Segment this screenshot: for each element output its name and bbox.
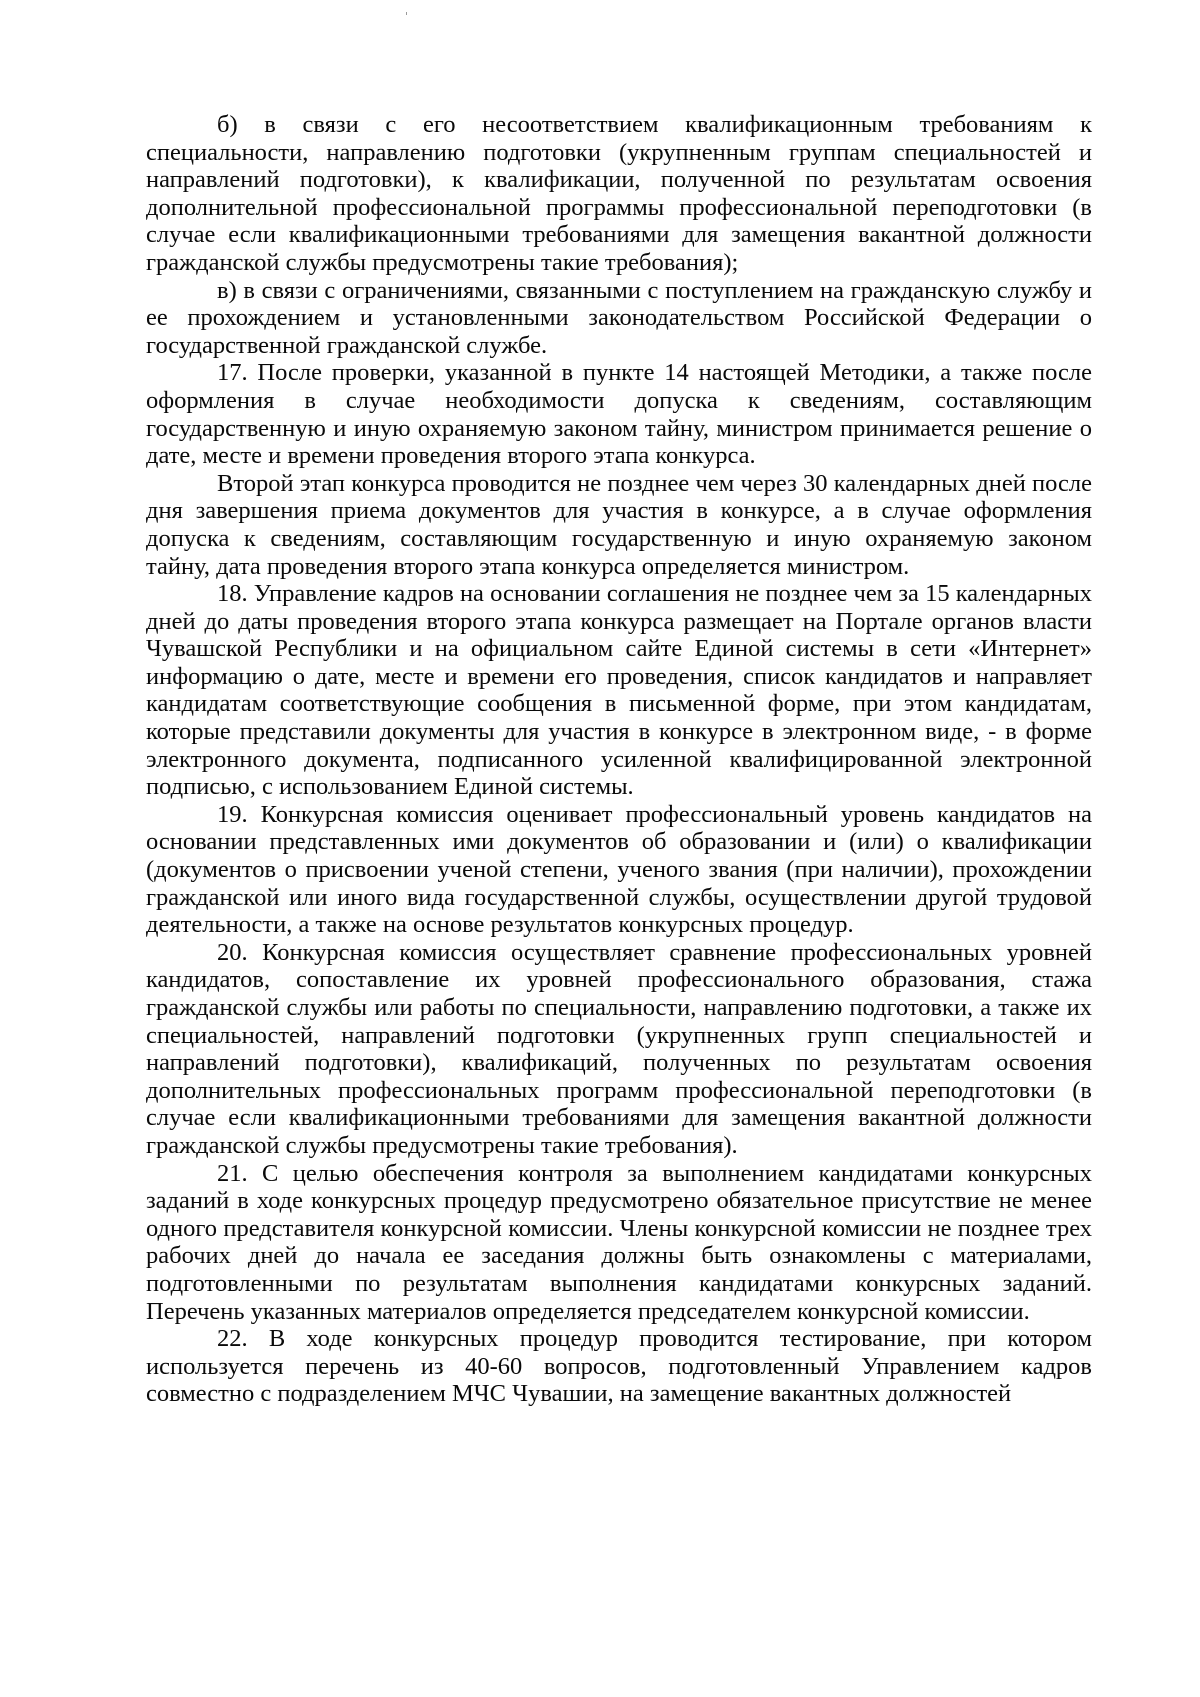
paragraph-17-second-stage-decision: 17. После проверки, указанной в пункте 14 настоящей Методики, а также после оформления в случае необходимости допуска к сведениям, составляющим государственную и иную охраняемую законом тайну, министром принимается решение о дате, месте и времени проведения второго этапа конкурса. <box>146 359 1092 470</box>
scan-artifact-mark <box>406 12 407 15</box>
paragraph-22-testing: 22. В ходе конкурсных процедур проводится тестирование, при котором используется перечень из 40-60 вопросов, подготовленный Управлением кадров совместно с подразделением МЧС Чувашии, на замещение вакантных должностей <box>146 1325 1092 1408</box>
paragraph-v-service-restrictions: в) в связи с ограничениями, связанными с поступлением на гражданскую службу и ее прохождением и установленными законодательством Российской Федерации о государственной гражданской службе. <box>146 276 1092 359</box>
paragraph-19-evaluation: 19. Конкурсная комиссия оценивает профессиональный уровень кандидатов на основании представленных ими документов об образовании и (или) о квалификации (документов о присвоении ученой степени, ученого звания (при наличии), прохождении гражданской или иного вида государственной службы, осуществлении другой трудовой деятельности, а также на основе результатов конкурсных процедур. <box>146 800 1092 939</box>
paragraph-b-qualification-mismatch: б) в связи с его несоответствием квалификационным требованиям к специальности, направлению подготовки (укрупненным группам специальностей и направлений подготовки), к квалификации, полученной по результатам освоения дополнительной профессиональной программы профессиональной переподготовки (в случае если квалификационными требованиями для замещения вакантной должности гражданской службы предусмотрены такие требования); <box>146 111 1092 276</box>
paragraph-21-control: 21. С целью обеспечения контроля за выполнением кандидатами конкурсных заданий в ходе конкурсных процедур предусмотрено обязательное присутствие не менее одного представителя конкурсной комиссии. Члены конкурсной комиссии не позднее трех рабочих дней до начала ее заседания должны быть ознакомлены с материалами, подготовленными по результатам выполнения кандидатами конкурсных заданий. Перечень указанных материалов определяется председателем конкурсной комиссии. <box>146 1159 1092 1325</box>
paragraph-20-comparison: 20. Конкурсная комиссия осуществляет сравнение профессиональных уровней кандидатов, сопоставление их уровней профессионального образования, стажа гражданской службы или работы по специальности, направлению подготовки, а также их специальностей, направлений подготовки (укрупненных групп специальностей и направлений подготовки), квалификаций, полученных по результатам освоения дополнительных профессиональных программ профессиональной переподготовки (в случае если квалификационными требованиями для замещения вакантной должности гражданской службы предусмотрены такие требования). <box>146 938 1092 1159</box>
document-body <box>146 111 1092 1408</box>
paragraph-18-notification: 18. Управление кадров на основании соглашения не позднее чем за 15 календарных дней до даты проведения второго этапа конкурса размещает на Портале органов власти Чувашской Республики и на официальном сайте Единой системы в сети «Интернет» информацию о дате, месте и времени его проведения, список кандидатов и направляет кандидатам соответствующие сообщения в письменной форме, при этом кандидатам, которые представили документы для участия в конкурсе в электронном виде, - в форме электронного документа, подписанного усиленной квалифицированной электронной подписью, с использованием Единой системы. <box>146 580 1092 801</box>
paragraph-second-stage-timing: Второй этап конкурса проводится не позднее чем через 30 календарных дней после дня завершения приема документов для участия в конкурсе, а в случае оформления допуска к сведениям, составляющим государственную и иную охраняемую законом тайну, дата проведения второго этапа конкурса определяется министром. <box>146 469 1092 580</box>
